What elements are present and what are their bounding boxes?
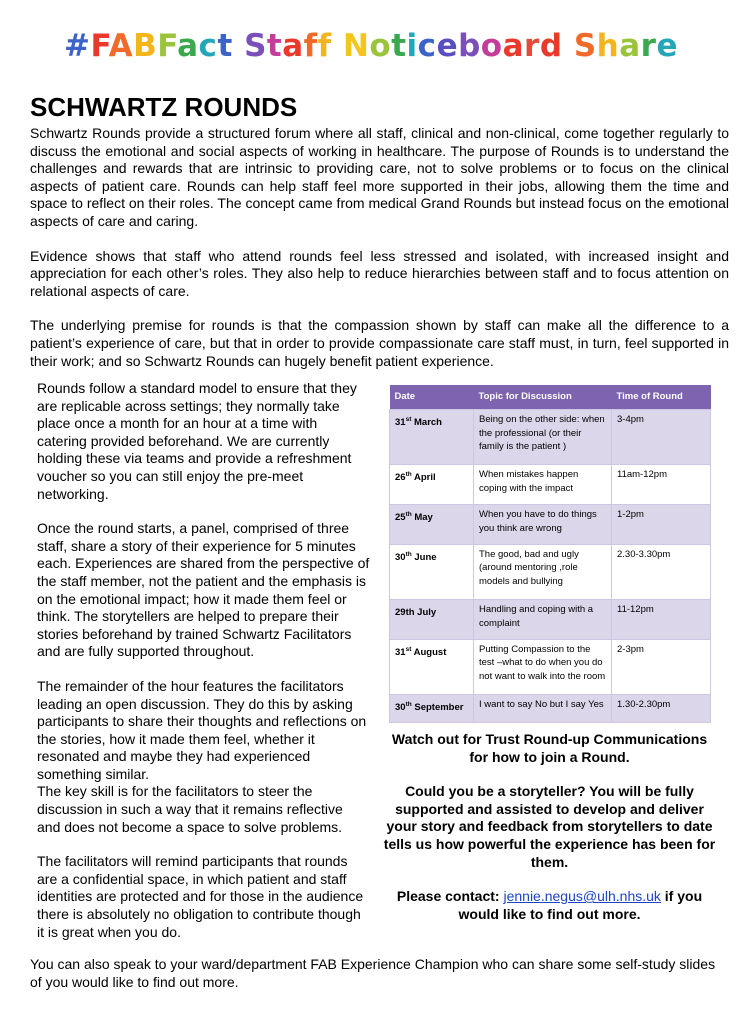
banner-letter: e [436,28,459,64]
round-date [390,639,474,694]
date-month: August [411,647,447,659]
date-suffix: th [405,550,412,558]
date-month: June [411,551,437,563]
header-time: Time of Round [612,385,711,410]
banner-letter: a [177,28,199,64]
contact-email-link[interactable]: jennie.negus@ulh.nhs.uk [503,888,661,905]
confidential-paragraph: The facilitators will remind participants that rounds are a confidential space, in which patient and staff identities are protected and for those in the audience there is absolutely no obligation to contribute though it is great when you do. [37,853,364,940]
table-row [390,544,711,599]
banner-letter: f [303,28,318,64]
round-time: 1.30-2.30pm [612,695,711,723]
table-row [390,695,711,723]
date-day: 30 [395,551,406,563]
round-date [390,505,474,545]
page-title: SCHWARTZ ROUNDS [30,92,298,122]
banner-letter: r [524,28,540,64]
table-row [390,505,711,545]
banner-letter: e [656,28,678,64]
table-row [390,465,711,505]
round-topic: When you have to do things you think are wrong [474,505,612,545]
watch-notice: Watch out for Trust Round-up Communications for how to join a Round. [391,731,708,765]
banner-letter: t [266,28,283,64]
header-topic: Topic for Discussion [474,385,612,410]
date-day: 31 [395,417,406,429]
key-skill-paragraph: The key skill is for the facilitators to steer the discussion in such a way that it remains reflective and does not become a space to solve problems. [37,783,343,835]
banner-letter: c [198,28,218,64]
table-row [390,410,711,465]
round-topic: I want to say No but I say Yes [474,695,612,723]
round-time: 1-2pm [612,505,711,545]
banner-letter: S [573,28,597,64]
banner-title [0,28,742,64]
date-day: 30 [395,702,406,714]
banner-letter: a [282,28,304,64]
intro-paragraph: The underlying premise for rounds is that the compassion shown by staff can make all the difference to a patient’s experience of care, but that in order to provide compassionate care staff must, in turn, feel supported in their work; and so Schwartz Rounds can hugely benefit patient experience. [30,317,729,369]
banner-letter: i [406,28,418,64]
banner-letter: a [502,28,525,64]
table-header-row [390,385,711,410]
table-row [390,639,711,694]
banner-letter: t [217,28,233,64]
panel-paragraph: Once the round starts, a panel, comprised of three staff, share a story of their experience for 5 minutes each. Experiences are shared from the perspective of the staff member, not the patient and the emphasis is on the emotional impact; how it made them feel or think. The storytellers are helped to prepare their stories beforehand by trained Schwartz Facilitators and are fully supported throughout. [37,520,370,660]
model-paragraph: Rounds follow a standard model to ensure that they are replicable across settings; they normally take place once a month for an hour at a time with catering provided beforehand. We are currently holding these via teams and provide a refreshment voucher so you can still enjoy the pre-meet networking. [37,380,357,502]
right-column [383,731,716,940]
rounds-schedule-table [389,385,711,723]
banner-letter: F [90,28,109,64]
date-suffix: st [405,416,412,423]
round-date [390,410,474,465]
date-month: April [411,472,436,484]
banner-letter: o [369,28,392,64]
intro-paragraph: Evidence shows that staff who attend rounds feel less stressed and isolated, with increased insight and appreciation for each other’s roles. They also help to reduce hierarchies between staff and to focus attention on relational aspects of care. [30,247,729,299]
round-date [390,695,474,723]
round-topic: Being on the other side: when the professional (or their family is the patient ) [474,410,612,465]
table-row [390,600,711,640]
date-suffix: th [405,701,412,709]
round-date [390,600,474,640]
date-suffix: st [405,645,412,653]
left-column [37,380,370,958]
date-day: 29th July [395,607,437,619]
date-suffix: th [405,511,412,519]
round-time: 11-12pm [612,600,711,640]
round-topic: The good, bad and ugly (around mentoring ,role models and bullying [474,544,612,599]
contact-prefix: Please contact: [396,888,504,905]
intro-paragraph: Schwartz Rounds provide a structured forum where all staff, clinical and non-clinical, come together regularly to discuss the emotional and social aspects of working in healthcare. The purpose of Rounds is to understand the challenges and rewards that are intrinsic to providing care, not to solve problems or to focus on the clinical aspects of patient care. Rounds can help staff feel more supported in their jobs, allowing them the time and space to reflect on their roles. The concept came from medical Grand Rounds but instead focus on the emotional aspects of care and caring. [30,125,729,229]
round-time: 3-4pm [612,410,711,465]
storyteller-callout: Could you be a storyteller? You will be fully supported and assisted to develop and deliver your story and feedback from storytellers to date tells us how powerful the experience has been for them. [383,783,716,870]
contact-line [383,888,716,923]
banner-letter: t [391,28,407,64]
banner-letter: S [244,28,267,64]
round-date [390,465,474,505]
date-month: May [411,512,433,524]
footer-note: You can also speak to your ward/department FAB Experience Champion who can share some self-study slides of you would like to find out more. [30,956,716,990]
discussion-paragraph: The remainder of the hour features the facilitators leading an open discussion. They do this by asking participants to share their thoughts and reflections on the stories, how it made them feel, whether it resonated and maybe they had experienced something similar. [37,677,367,782]
banner-letter: b [458,28,481,64]
date-day: 25 [395,512,406,524]
date-suffix: th [405,471,412,479]
banner-letter: f [317,28,332,64]
banner-letter: a [619,28,641,64]
banner-letter: c [417,28,437,64]
banner-letter: r [640,28,657,64]
round-topic: Putting Compassion to the test –what to do when you do not want to walk into the room [474,639,612,694]
banner-letter: B [133,28,158,64]
banner-letter: d [539,28,563,64]
banner-letter: o [480,28,503,64]
banner-letter: F [157,28,178,64]
date-day: 26 [395,472,406,484]
banner-letter [332,28,343,64]
date-day: 31 [395,647,406,659]
date-month: March [411,417,442,429]
header-date: Date [390,385,474,410]
date-month: September [411,702,464,714]
contact-suffix: if you would like to find out more. [458,888,703,922]
round-time: 2-3pm [612,639,711,694]
banner-letter: N [342,28,370,64]
round-topic: When mistakes happen coping with the impact [474,465,612,505]
round-date [390,544,474,599]
banner-letter [233,28,244,64]
round-topic: Handling and coping with a complaint [474,600,612,640]
intro-section [30,125,729,387]
banner-letter [563,28,574,64]
round-time: 11am-12pm [612,465,711,505]
banner-letter: A [108,28,134,64]
banner-letter: h [596,28,620,64]
banner-letter: # [64,28,91,64]
round-time: 2.30-3.30pm [612,544,711,599]
